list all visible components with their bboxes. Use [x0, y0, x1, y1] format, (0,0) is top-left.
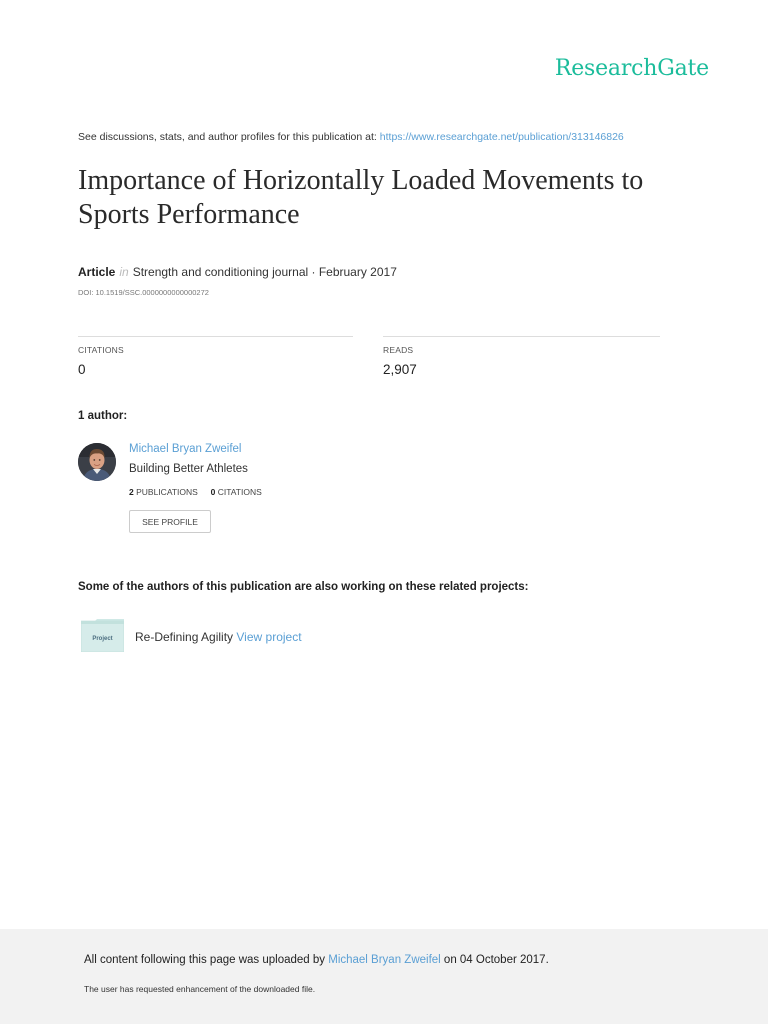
citations-value: 0	[78, 362, 86, 377]
author-avatar[interactable]	[78, 443, 116, 481]
author-publications-label: PUBLICATIONS	[136, 487, 198, 497]
upload-prefix: All content following this page was uploaded by	[84, 954, 326, 966]
discussion-text: See discussions, stats, and author profiles for this publication at:	[78, 131, 377, 143]
project-folder-icon	[81, 619, 124, 652]
author-publications-count: 2	[129, 487, 134, 497]
citations-label: CITATIONS	[78, 345, 124, 355]
reads-value: 2,907	[383, 362, 417, 377]
publication-type: Article	[78, 265, 116, 279]
footer	[0, 929, 768, 1024]
project-name: Re-Defining Agility	[135, 630, 234, 644]
enhancement-note: The user has requested enhancement of the downloaded file.	[84, 984, 316, 994]
publication-doi: DOI: 10.1519/SSC.0000000000000272	[78, 288, 209, 297]
project-thumbnail[interactable]	[81, 619, 124, 652]
user-avatar-photo-icon	[78, 443, 116, 481]
researchgate-logo[interactable]: ResearchGate	[554, 56, 709, 81]
reads-stat	[383, 336, 660, 377]
project-thumb-label: Project	[92, 636, 113, 642]
publication-url-link[interactable]: https://www.researchgate.net/publication/313146826	[379, 131, 624, 143]
author-citations-label: CITATIONS	[217, 487, 262, 497]
project-entry	[135, 630, 302, 644]
in-word: in	[119, 265, 129, 279]
citations-stat	[78, 336, 353, 377]
discussion-line	[78, 131, 624, 143]
journal-and-date: Strength and conditioning journal · February 2017	[132, 265, 397, 279]
view-project-link[interactable]: View project	[236, 630, 302, 644]
publication-meta	[78, 265, 397, 279]
author-name-link[interactable]: Michael Bryan Zweifel	[129, 443, 242, 455]
see-profile-button[interactable]: SEE PROFILE	[129, 510, 211, 533]
upload-info	[84, 954, 549, 966]
author-institution: Building Better Athletes	[129, 463, 248, 475]
authors-heading: 1 author:	[78, 410, 128, 422]
reads-label: READS	[383, 345, 414, 355]
author-stats	[129, 487, 262, 497]
upload-suffix: on 04 October 2017.	[443, 954, 549, 966]
publication-title: Importance of Horizontally Loaded Movements to Sports Performance	[78, 165, 644, 230]
related-projects-heading: Some of the authors of this publication are also working on these related projects:	[78, 581, 529, 593]
author-citations-count: 0	[210, 487, 216, 497]
uploader-link[interactable]: Michael Bryan Zweifel	[328, 954, 441, 966]
